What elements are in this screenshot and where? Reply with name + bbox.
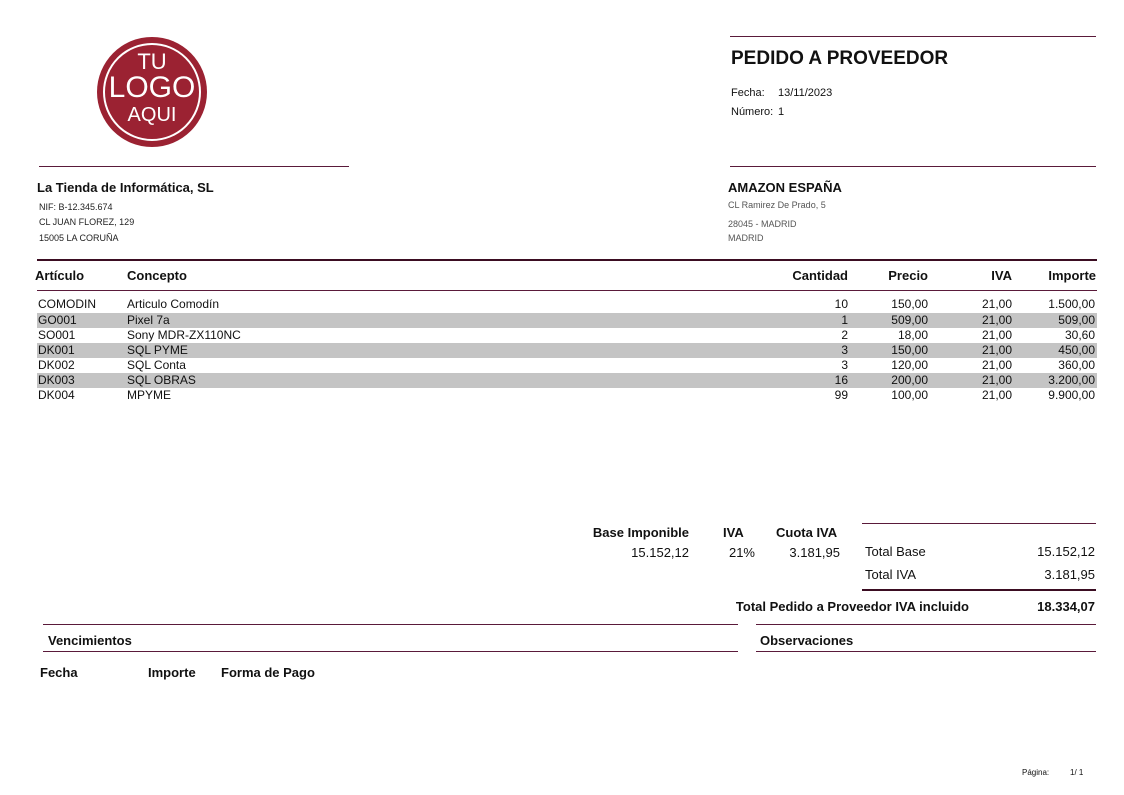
- fecha-label: Fecha:: [731, 87, 765, 99]
- cell-articulo: DK003: [38, 373, 75, 387]
- page-number: 1/ 1: [1070, 768, 1084, 777]
- cell-articulo: DK001: [38, 343, 75, 357]
- supplier-province: MADRID: [728, 233, 764, 243]
- title-top-rule: [730, 36, 1096, 37]
- cell-iva: 21,00: [981, 388, 1012, 402]
- cell-cantidad: 2: [841, 328, 848, 342]
- cell-cantidad: 3: [841, 358, 848, 372]
- cell-concepto: SQL PYME: [127, 343, 188, 357]
- cell-iva: 21,00: [981, 343, 1012, 357]
- company-city: 15005 LA CORUÑA: [39, 233, 119, 243]
- page-label: Página:: [1022, 768, 1050, 777]
- supplier-name: AMAZON ESPAÑA: [728, 180, 842, 195]
- cell-precio: 120,00: [891, 358, 928, 372]
- vencimientos-col-importe: Importe: [148, 665, 196, 680]
- vencimientos-title: Vencimientos: [48, 633, 132, 648]
- numero-value: 1: [778, 106, 785, 118]
- cuota-iva-value: 3.181,95: [789, 545, 840, 560]
- cell-iva: 21,00: [981, 373, 1012, 387]
- cell-precio: 150,00: [891, 297, 928, 311]
- cell-cantidad: 1: [841, 313, 848, 327]
- logo-line-2: LOGO: [108, 71, 196, 104]
- supplier-city: 28045 - MADRID: [728, 219, 797, 229]
- cell-concepto: Sony MDR-ZX110NC: [127, 328, 241, 342]
- cell-cantidad: 10: [834, 297, 848, 311]
- cell-precio: 150,00: [891, 343, 928, 357]
- grand-total-label: Total Pedido a Proveedor IVA incluido: [735, 599, 969, 614]
- cell-importe: 509,00: [1058, 313, 1095, 327]
- base-imponible-label: Base Imponible: [592, 525, 689, 540]
- company-address: CL JUAN FLOREZ, 129: [39, 217, 135, 227]
- cell-articulo: GO001: [38, 313, 77, 327]
- col-articulo: Artículo: [35, 268, 85, 283]
- cell-importe: 1.500,00: [1048, 297, 1095, 311]
- grand-total-value: 18.334,07: [1037, 599, 1095, 614]
- vencimientos-col-forma-pago: Forma de Pago: [221, 665, 315, 680]
- cell-iva: 21,00: [981, 297, 1012, 311]
- cell-cantidad: 16: [834, 373, 848, 387]
- cell-iva: 21,00: [981, 358, 1012, 372]
- company-logo: [97, 37, 207, 147]
- document-title: PEDIDO A PROVEEDOR: [731, 48, 949, 69]
- table-row: [37, 358, 1097, 373]
- total-base-value: 15.152,12: [1037, 544, 1095, 559]
- table-header-rule: [37, 290, 1097, 291]
- vencimientos-bottom-rule: [43, 651, 738, 652]
- table-row: [37, 328, 1097, 343]
- cell-concepto: SQL OBRAS: [127, 373, 196, 387]
- cell-articulo: SO001: [38, 328, 76, 342]
- table-row: [37, 388, 1097, 403]
- logo-line-3: AQUI: [127, 104, 177, 126]
- cell-precio: 509,00: [891, 313, 928, 327]
- totals-bottom-rule: [862, 589, 1096, 591]
- cell-iva: 21,00: [981, 313, 1012, 327]
- base-imponible-value: 15.152,12: [631, 545, 689, 560]
- cuota-iva-label: Cuota IVA: [776, 525, 838, 540]
- cell-precio: 100,00: [891, 388, 928, 402]
- table-row: [37, 297, 1097, 312]
- cell-importe: 450,00: [1058, 343, 1095, 357]
- totals-top-rule: [862, 523, 1096, 524]
- observaciones-title: Observaciones: [760, 633, 854, 648]
- cell-concepto: Articulo Comodín: [127, 297, 220, 311]
- cell-articulo: DK004: [38, 388, 75, 402]
- col-cantidad: Cantidad: [792, 268, 848, 283]
- col-precio: Precio: [888, 268, 928, 283]
- cell-concepto: MPYME: [127, 388, 172, 402]
- company-rule: [39, 166, 349, 167]
- table-row: [37, 343, 1097, 358]
- cell-concepto: Pixel 7a: [127, 313, 170, 327]
- observaciones-bottom-rule: [756, 651, 1096, 652]
- col-iva: IVA: [991, 268, 1012, 283]
- supplier-address: CL Ramirez De Prado, 5: [728, 200, 826, 210]
- fecha-value: 13/11/2023: [778, 87, 833, 99]
- cell-cantidad: 99: [834, 388, 848, 402]
- cell-importe: 3.200,00: [1048, 373, 1095, 387]
- cell-articulo: DK002: [38, 358, 75, 372]
- col-concepto: Concepto: [127, 268, 187, 283]
- vencimientos-col-fecha: Fecha: [40, 665, 78, 680]
- table-row: [37, 313, 1097, 328]
- col-importe: Importe: [1048, 268, 1096, 283]
- cell-importe: 9.900,00: [1048, 388, 1095, 402]
- cell-concepto: SQL Conta: [127, 358, 186, 372]
- supplier-rule: [730, 166, 1096, 167]
- table-row: [37, 373, 1097, 388]
- cell-precio: 200,00: [891, 373, 928, 387]
- cell-cantidad: 3: [841, 343, 848, 357]
- iva-value: 21%: [728, 545, 755, 560]
- cell-iva: 21,00: [981, 328, 1012, 342]
- logo-line-1: TU: [137, 49, 167, 74]
- numero-label: Número:: [731, 106, 774, 118]
- total-iva-label: Total IVA: [865, 567, 917, 582]
- total-base-label: Total Base: [865, 544, 926, 559]
- cell-precio: 18,00: [897, 328, 928, 342]
- company-nif: NIF: B-12.345.674: [39, 202, 113, 212]
- company-name: La Tienda de Informática, SL: [37, 180, 214, 195]
- cell-importe: 360,00: [1058, 358, 1095, 372]
- vencimientos-top-rule: [43, 624, 738, 625]
- cell-articulo: COMODIN: [38, 297, 96, 311]
- total-iva-value: 3.181,95: [1044, 567, 1095, 582]
- table-top-rule: [37, 259, 1097, 261]
- iva-label: IVA: [723, 525, 744, 540]
- observaciones-top-rule: [756, 624, 1096, 625]
- cell-importe: 30,60: [1064, 328, 1095, 342]
